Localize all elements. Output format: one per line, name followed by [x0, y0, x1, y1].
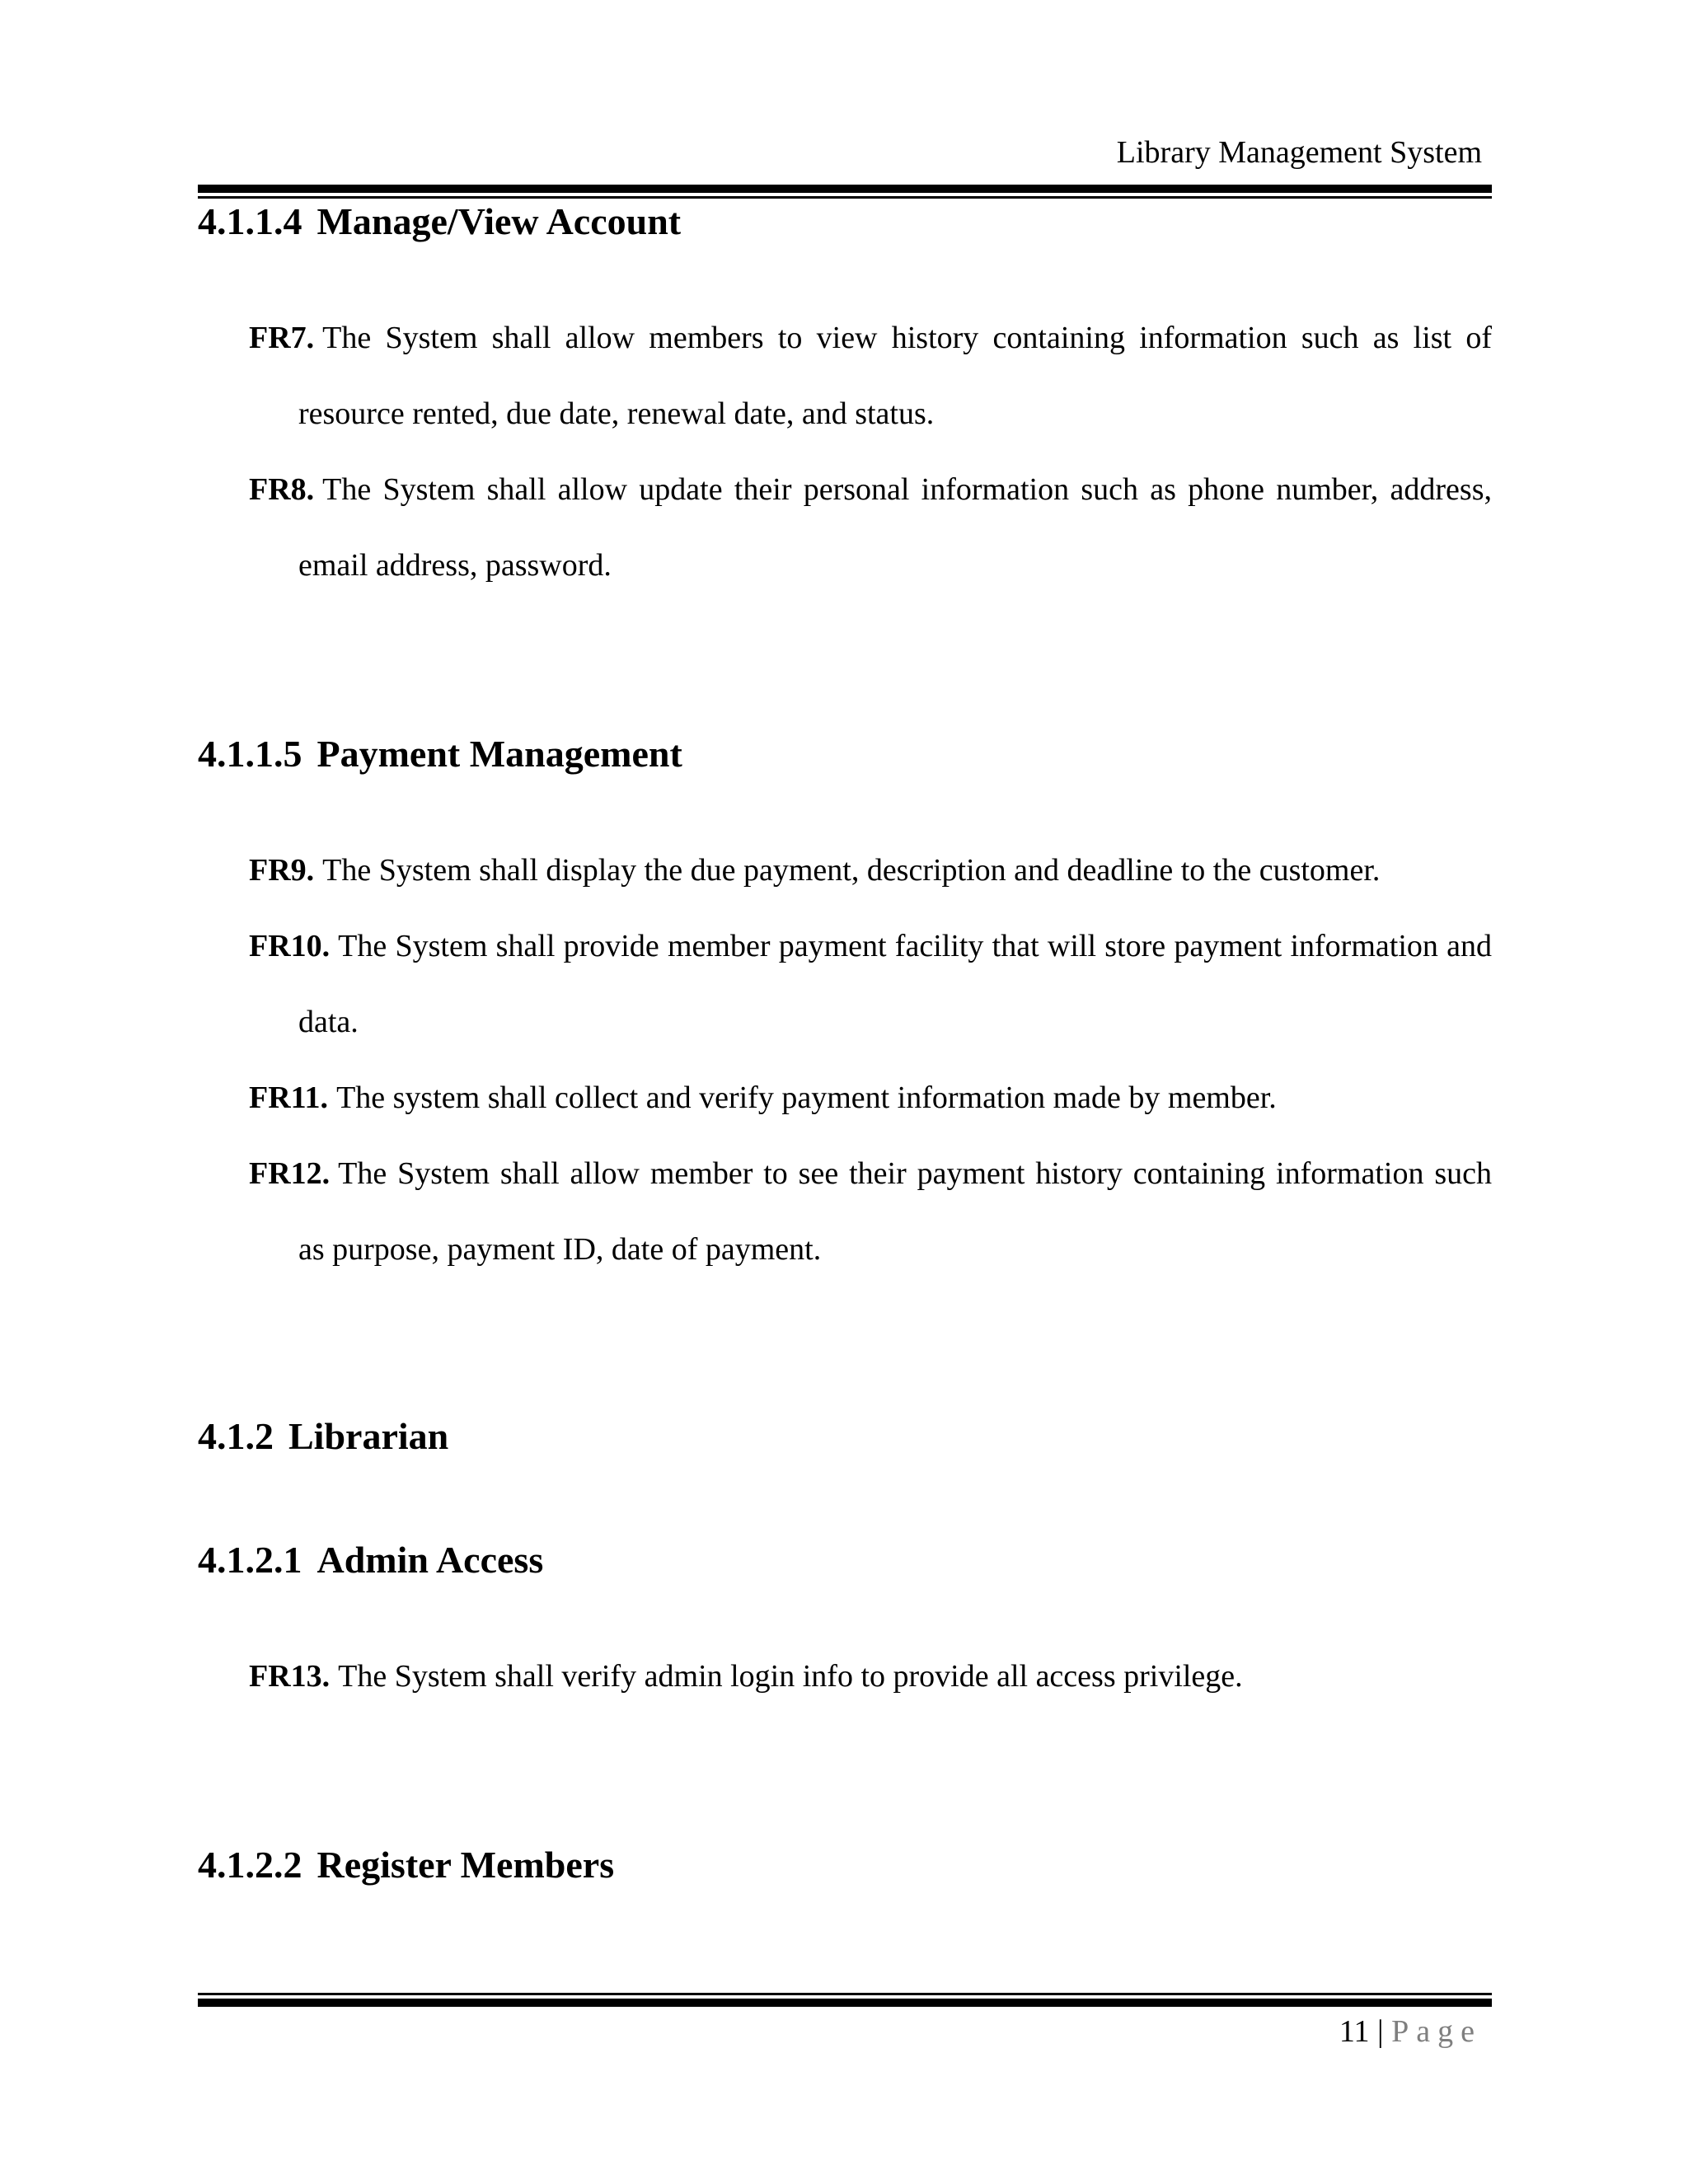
section-title: Payment Management	[316, 733, 682, 775]
section-heading-payment-management	[198, 735, 682, 773]
section-number: 4.1.1.5	[198, 733, 302, 775]
requirement-id: FR10.	[249, 929, 331, 963]
section-title: Register Members	[316, 1844, 615, 1886]
section-title: Admin Access	[316, 1539, 544, 1581]
footer-separator: |	[1377, 2014, 1384, 2049]
requirement-fr7	[249, 300, 1492, 452]
requirement-text: The System shall allow member to see their payment history containing information such as purpose, payment ID, date of payment.	[298, 1156, 1492, 1267]
footer-rule	[198, 1993, 1492, 2007]
requirement-text: The system shall collect and verify payment information made by member.	[336, 1080, 1277, 1115]
requirement-id: FR7.	[249, 321, 315, 355]
requirement-fr12	[249, 1136, 1492, 1287]
section-title: Manage/View Account	[316, 200, 682, 242]
section-number: 4.1.2.1	[198, 1539, 302, 1581]
section-heading-register-members	[198, 1846, 614, 1884]
requirement-fr10	[249, 908, 1492, 1060]
requirement-text: The System shall allow members to view history containing information such as list of resource rented, due date, renewal date, and status.	[298, 321, 1492, 431]
page-label: Page	[1391, 2014, 1482, 2049]
requirement-id: FR13.	[249, 1659, 331, 1694]
requirement-text: The System shall allow update their personal information such as phone number, address, email address, password.	[298, 472, 1492, 583]
requirement-id: FR9.	[249, 853, 315, 888]
requirement-text: The System shall verify admin login info to provide all access privilege.	[338, 1659, 1243, 1694]
section-title: Librarian	[288, 1415, 449, 1457]
requirement-fr11	[249, 1060, 1492, 1136]
requirement-id: FR8.	[249, 472, 315, 507]
page-number: 11	[1339, 2014, 1370, 2049]
requirement-text: The System shall display the due payment, description and deadline to the customer.	[322, 853, 1381, 888]
section-number: 4.1.2.2	[198, 1844, 302, 1886]
section-heading-librarian	[198, 1415, 449, 1457]
section-number: 4.1.1.4	[198, 200, 302, 242]
header-rule	[198, 185, 1492, 199]
section-heading-admin-access	[198, 1541, 543, 1579]
requirement-id: FR12.	[249, 1156, 331, 1191]
section-heading-manage-view-account	[198, 200, 682, 242]
requirement-text: The System shall provide member payment facility that will store payment information and data.	[298, 929, 1492, 1039]
requirement-fr13	[249, 1638, 1492, 1714]
requirement-id: FR11.	[249, 1080, 329, 1115]
requirement-fr8	[249, 452, 1492, 603]
page-footer	[1339, 2016, 1482, 2047]
section-number: 4.1.2	[198, 1415, 274, 1457]
running-header: Library Management System	[1116, 135, 1482, 170]
requirement-fr9	[249, 832, 1492, 908]
